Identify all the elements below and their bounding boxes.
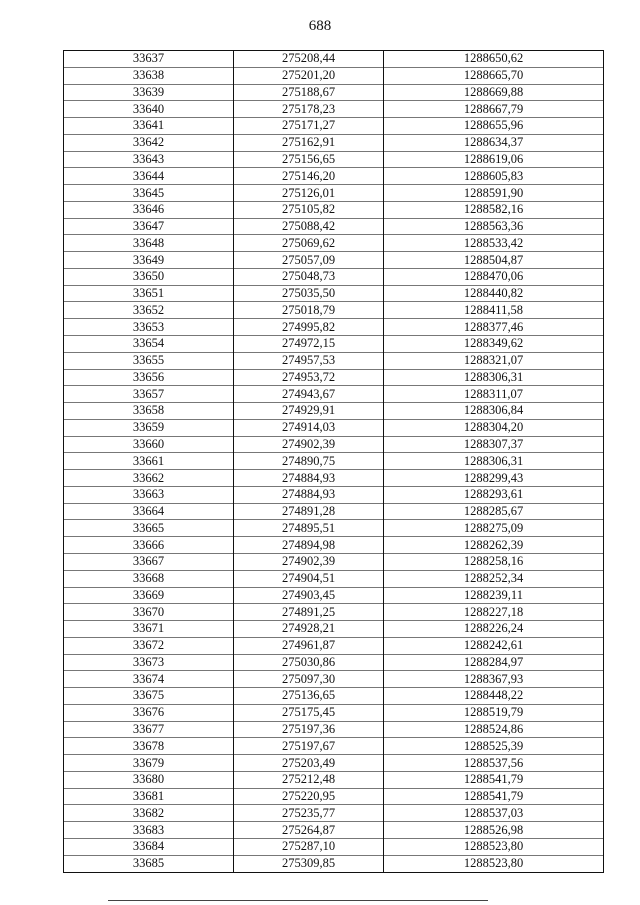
table-row xyxy=(64,235,604,252)
y-coordinate-cell: 1288285,67 xyxy=(384,503,604,520)
point-number-cell: 33651 xyxy=(64,285,234,302)
table-row xyxy=(64,704,604,721)
x-coordinate-cell: 275030,86 xyxy=(234,654,384,671)
y-coordinate-cell: 1288252,34 xyxy=(384,570,604,587)
y-coordinate-cell: 1288242,61 xyxy=(384,637,604,654)
x-coordinate-cell: 275162,91 xyxy=(234,134,384,151)
y-coordinate-cell: 1288537,56 xyxy=(384,755,604,772)
table-row xyxy=(64,268,604,285)
x-coordinate-cell: 274914,03 xyxy=(234,419,384,436)
table-row xyxy=(64,252,604,269)
table-row xyxy=(64,604,604,621)
point-number-cell: 33637 xyxy=(64,51,234,68)
point-number-cell: 33654 xyxy=(64,336,234,353)
table-row xyxy=(64,185,604,202)
table-row xyxy=(64,134,604,151)
x-coordinate-cell: 275057,09 xyxy=(234,252,384,269)
y-coordinate-cell: 1288619,06 xyxy=(384,151,604,168)
table-row xyxy=(64,788,604,805)
x-coordinate-cell: 274961,87 xyxy=(234,637,384,654)
table-row xyxy=(64,302,604,319)
point-number-cell: 33666 xyxy=(64,537,234,554)
x-coordinate-cell: 274904,51 xyxy=(234,570,384,587)
table-row xyxy=(64,838,604,855)
table-row xyxy=(64,51,604,68)
point-number-cell: 33658 xyxy=(64,403,234,420)
x-coordinate-cell: 275146,20 xyxy=(234,168,384,185)
table-row xyxy=(64,470,604,487)
point-number-cell: 33675 xyxy=(64,688,234,705)
point-number-cell: 33643 xyxy=(64,151,234,168)
y-coordinate-cell: 1288525,39 xyxy=(384,738,604,755)
x-coordinate-cell: 275197,36 xyxy=(234,721,384,738)
y-coordinate-cell: 1288524,86 xyxy=(384,721,604,738)
x-coordinate-cell: 274891,25 xyxy=(234,604,384,621)
y-coordinate-cell: 1288304,20 xyxy=(384,419,604,436)
point-number-cell: 33653 xyxy=(64,319,234,336)
point-number-cell: 33683 xyxy=(64,822,234,839)
point-number-cell: 33670 xyxy=(64,604,234,621)
y-coordinate-cell: 1288299,43 xyxy=(384,470,604,487)
coordinates-table xyxy=(63,50,604,873)
x-coordinate-cell: 274902,39 xyxy=(234,436,384,453)
y-coordinate-cell: 1288667,79 xyxy=(384,101,604,118)
table-row xyxy=(64,721,604,738)
point-number-cell: 33665 xyxy=(64,520,234,537)
x-coordinate-cell: 274972,15 xyxy=(234,336,384,353)
y-coordinate-cell: 1288306,31 xyxy=(384,453,604,470)
table-row xyxy=(64,352,604,369)
x-coordinate-cell: 275126,01 xyxy=(234,185,384,202)
y-coordinate-cell: 1288349,62 xyxy=(384,336,604,353)
y-coordinate-cell: 1288226,24 xyxy=(384,621,604,638)
table-row xyxy=(64,855,604,872)
x-coordinate-cell: 274895,51 xyxy=(234,520,384,537)
table-row xyxy=(64,84,604,101)
x-coordinate-cell: 275175,45 xyxy=(234,704,384,721)
point-number-cell: 33671 xyxy=(64,621,234,638)
x-coordinate-cell: 275069,62 xyxy=(234,235,384,252)
y-coordinate-cell: 1288258,16 xyxy=(384,553,604,570)
table-row xyxy=(64,218,604,235)
x-coordinate-cell: 274928,21 xyxy=(234,621,384,638)
table-row xyxy=(64,118,604,135)
point-number-cell: 33659 xyxy=(64,419,234,436)
x-coordinate-cell: 275264,87 xyxy=(234,822,384,839)
point-number-cell: 33678 xyxy=(64,738,234,755)
table-row xyxy=(64,285,604,302)
y-coordinate-cell: 1288504,87 xyxy=(384,252,604,269)
point-number-cell: 33660 xyxy=(64,436,234,453)
x-coordinate-cell: 274884,93 xyxy=(234,486,384,503)
y-coordinate-cell: 1288293,61 xyxy=(384,486,604,503)
y-coordinate-cell: 1288411,58 xyxy=(384,302,604,319)
x-coordinate-cell: 275201,20 xyxy=(234,67,384,84)
table-row xyxy=(64,587,604,604)
x-coordinate-cell: 274890,75 xyxy=(234,453,384,470)
x-coordinate-cell: 275208,44 xyxy=(234,51,384,68)
point-number-cell: 33646 xyxy=(64,201,234,218)
table-row xyxy=(64,654,604,671)
point-number-cell: 33644 xyxy=(64,168,234,185)
footer-rule xyxy=(108,900,488,901)
y-coordinate-cell: 1288582,16 xyxy=(384,201,604,218)
y-coordinate-cell: 1288519,79 xyxy=(384,704,604,721)
table-row xyxy=(64,386,604,403)
point-number-cell: 33681 xyxy=(64,788,234,805)
x-coordinate-cell: 275105,82 xyxy=(234,201,384,218)
x-coordinate-cell: 275136,65 xyxy=(234,688,384,705)
x-coordinate-cell: 274884,93 xyxy=(234,470,384,487)
point-number-cell: 33663 xyxy=(64,486,234,503)
x-coordinate-cell: 274929,91 xyxy=(234,403,384,420)
table-row xyxy=(64,537,604,554)
y-coordinate-cell: 1288239,11 xyxy=(384,587,604,604)
table-row xyxy=(64,336,604,353)
x-coordinate-cell: 275088,42 xyxy=(234,218,384,235)
table-row xyxy=(64,403,604,420)
y-coordinate-cell: 1288227,18 xyxy=(384,604,604,621)
table-row xyxy=(64,101,604,118)
x-coordinate-cell: 275220,95 xyxy=(234,788,384,805)
y-coordinate-cell: 1288307,37 xyxy=(384,436,604,453)
table-row xyxy=(64,520,604,537)
x-coordinate-cell: 275287,10 xyxy=(234,838,384,855)
point-number-cell: 33652 xyxy=(64,302,234,319)
page-number: 688 xyxy=(308,18,332,34)
table-row xyxy=(64,168,604,185)
x-coordinate-cell: 274903,45 xyxy=(234,587,384,604)
point-number-cell: 33656 xyxy=(64,369,234,386)
table-row xyxy=(64,671,604,688)
point-number-cell: 33638 xyxy=(64,67,234,84)
x-coordinate-cell: 275235,77 xyxy=(234,805,384,822)
y-coordinate-cell: 1288591,90 xyxy=(384,185,604,202)
x-coordinate-cell: 275203,49 xyxy=(234,755,384,772)
table-row xyxy=(64,822,604,839)
y-coordinate-cell: 1288262,39 xyxy=(384,537,604,554)
y-coordinate-cell: 1288440,82 xyxy=(384,285,604,302)
y-coordinate-cell: 1288367,93 xyxy=(384,671,604,688)
y-coordinate-cell: 1288448,22 xyxy=(384,688,604,705)
x-coordinate-cell: 275309,85 xyxy=(234,855,384,872)
y-coordinate-cell: 1288537,03 xyxy=(384,805,604,822)
point-number-cell: 33650 xyxy=(64,268,234,285)
x-coordinate-cell: 274995,82 xyxy=(234,319,384,336)
table-row xyxy=(64,805,604,822)
point-number-cell: 33642 xyxy=(64,134,234,151)
coordinates-table-body xyxy=(64,51,604,873)
x-coordinate-cell: 275188,67 xyxy=(234,84,384,101)
x-coordinate-cell: 275178,23 xyxy=(234,101,384,118)
table-row xyxy=(64,151,604,168)
table-row xyxy=(64,201,604,218)
table-row xyxy=(64,419,604,436)
point-number-cell: 33657 xyxy=(64,386,234,403)
y-coordinate-cell: 1288377,46 xyxy=(384,319,604,336)
y-coordinate-cell: 1288563,36 xyxy=(384,218,604,235)
point-number-cell: 33676 xyxy=(64,704,234,721)
table-row xyxy=(64,319,604,336)
table-row xyxy=(64,621,604,638)
point-number-cell: 33669 xyxy=(64,587,234,604)
point-number-cell: 33674 xyxy=(64,671,234,688)
y-coordinate-cell: 1288634,37 xyxy=(384,134,604,151)
y-coordinate-cell: 1288669,88 xyxy=(384,84,604,101)
point-number-cell: 33655 xyxy=(64,352,234,369)
y-coordinate-cell: 1288284,97 xyxy=(384,654,604,671)
point-number-cell: 33648 xyxy=(64,235,234,252)
table-row xyxy=(64,486,604,503)
table-row xyxy=(64,755,604,772)
point-number-cell: 33679 xyxy=(64,755,234,772)
x-coordinate-cell: 274902,39 xyxy=(234,553,384,570)
table-row xyxy=(64,738,604,755)
x-coordinate-cell: 275018,79 xyxy=(234,302,384,319)
x-coordinate-cell: 275171,27 xyxy=(234,118,384,135)
point-number-cell: 33664 xyxy=(64,503,234,520)
y-coordinate-cell: 1288321,07 xyxy=(384,352,604,369)
point-number-cell: 33677 xyxy=(64,721,234,738)
x-coordinate-cell: 275212,48 xyxy=(234,771,384,788)
y-coordinate-cell: 1288665,70 xyxy=(384,67,604,84)
table-row xyxy=(64,67,604,84)
table-row xyxy=(64,637,604,654)
point-number-cell: 33641 xyxy=(64,118,234,135)
y-coordinate-cell: 1288306,31 xyxy=(384,369,604,386)
table-row xyxy=(64,369,604,386)
x-coordinate-cell: 274953,72 xyxy=(234,369,384,386)
point-number-cell: 33680 xyxy=(64,771,234,788)
x-coordinate-cell: 274894,98 xyxy=(234,537,384,554)
table-row xyxy=(64,553,604,570)
x-coordinate-cell: 275097,30 xyxy=(234,671,384,688)
y-coordinate-cell: 1288526,98 xyxy=(384,822,604,839)
point-number-cell: 33647 xyxy=(64,218,234,235)
point-number-cell: 33668 xyxy=(64,570,234,587)
table-row xyxy=(64,771,604,788)
table-row xyxy=(64,453,604,470)
point-number-cell: 33682 xyxy=(64,805,234,822)
y-coordinate-cell: 1288605,83 xyxy=(384,168,604,185)
point-number-cell: 33640 xyxy=(64,101,234,118)
y-coordinate-cell: 1288523,80 xyxy=(384,838,604,855)
y-coordinate-cell: 1288650,62 xyxy=(384,51,604,68)
x-coordinate-cell: 275048,73 xyxy=(234,268,384,285)
y-coordinate-cell: 1288533,42 xyxy=(384,235,604,252)
y-coordinate-cell: 1288655,96 xyxy=(384,118,604,135)
y-coordinate-cell: 1288470,06 xyxy=(384,268,604,285)
x-coordinate-cell: 275197,67 xyxy=(234,738,384,755)
y-coordinate-cell: 1288541,79 xyxy=(384,771,604,788)
x-coordinate-cell: 274957,53 xyxy=(234,352,384,369)
x-coordinate-cell: 275035,50 xyxy=(234,285,384,302)
point-number-cell: 33673 xyxy=(64,654,234,671)
table-row xyxy=(64,436,604,453)
point-number-cell: 33639 xyxy=(64,84,234,101)
x-coordinate-cell: 275156,65 xyxy=(234,151,384,168)
y-coordinate-cell: 1288541,79 xyxy=(384,788,604,805)
y-coordinate-cell: 1288311,07 xyxy=(384,386,604,403)
point-number-cell: 33667 xyxy=(64,553,234,570)
point-number-cell: 33684 xyxy=(64,838,234,855)
table-row xyxy=(64,688,604,705)
table-row xyxy=(64,570,604,587)
point-number-cell: 33685 xyxy=(64,855,234,872)
point-number-cell: 33662 xyxy=(64,470,234,487)
y-coordinate-cell: 1288523,80 xyxy=(384,855,604,872)
point-number-cell: 33645 xyxy=(64,185,234,202)
point-number-cell: 33661 xyxy=(64,453,234,470)
point-number-cell: 33672 xyxy=(64,637,234,654)
y-coordinate-cell: 1288275,09 xyxy=(384,520,604,537)
x-coordinate-cell: 274943,67 xyxy=(234,386,384,403)
x-coordinate-cell: 274891,28 xyxy=(234,503,384,520)
point-number-cell: 33649 xyxy=(64,252,234,269)
y-coordinate-cell: 1288306,84 xyxy=(384,403,604,420)
table-row xyxy=(64,503,604,520)
